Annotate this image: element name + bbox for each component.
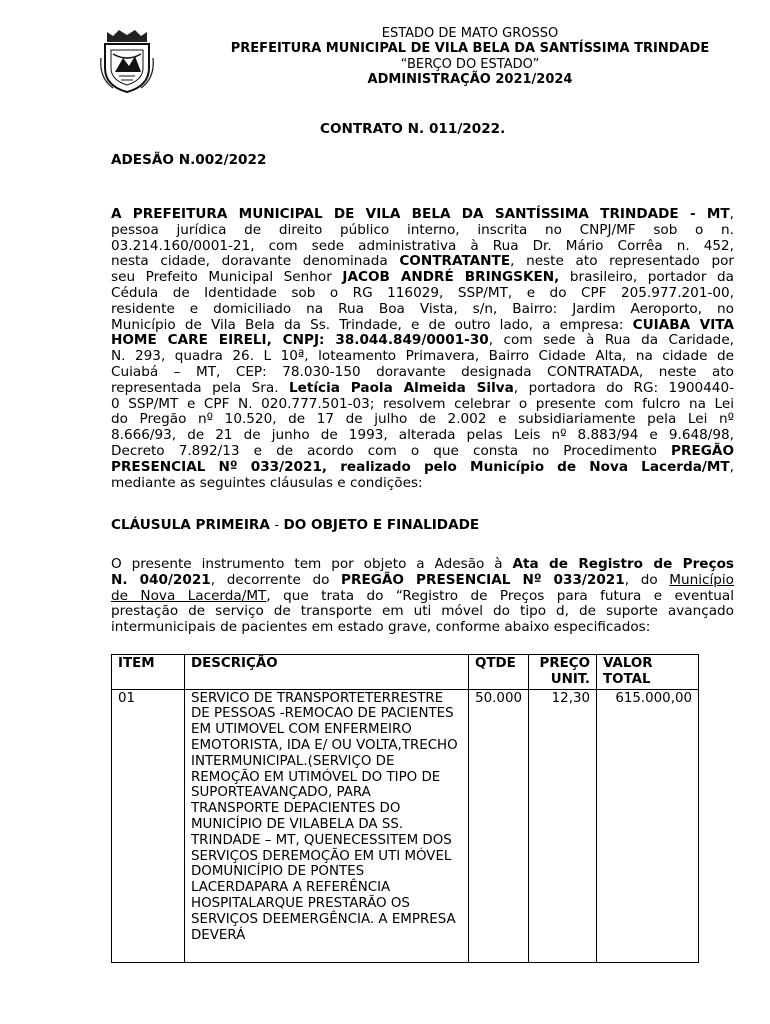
description-line: REMOCAO DE PACIENTES EM UTI: [191, 706, 454, 738]
adhesion-number: ADESÃO N.002/2022: [111, 152, 267, 168]
text-segment: mediante as seguintes cláusulas e condições:: [111, 474, 423, 491]
text-segment: de Nova Lacerda/MT: [111, 587, 267, 604]
col-header-qty: QTDE: [469, 655, 529, 690]
preamble-lines-line: [111, 365, 734, 381]
preamble-lines-line: [111, 302, 734, 318]
text-segment: PREGÃO PRESENCIAL Nº 033/2021: [341, 571, 625, 588]
object-lines-line: [111, 573, 734, 589]
text-segment: Município: [669, 571, 734, 588]
table-header-row: [112, 655, 699, 690]
description-line: SERVICO DE TRANSPORTE: [191, 690, 366, 706]
text-segment: residente e domiciliado na Rua Boa Vista, s/n, Bairro: Jardim Aeroporto, no: [111, 300, 734, 317]
text-segment: JACOB ANDRÉ BRINGSKEN,: [342, 269, 560, 286]
description-line: MOVEL COM ENFERMEIRO E: [191, 722, 412, 753]
text-segment: PREGÃO: [671, 443, 734, 459]
text-segment: , que trata do “Registro de Preços para futura e eventual: [266, 587, 734, 604]
preamble-lines-line: [111, 476, 734, 492]
text-segment: intermunicipais de pacientes em estado grave, conforme abaixo especificados:: [111, 619, 651, 636]
preamble-lines-line: [111, 444, 734, 460]
description-line: (SERVIÇO DE REMOÇÃO EM UTI: [191, 753, 395, 785]
description-line: PARA A REFERÊNCIA HOSPITALAR: [191, 880, 391, 911]
object-lines-line: [111, 557, 734, 573]
description-line: TERRESTRE DE PESSOAS -: [191, 690, 444, 722]
text-segment: Cédula de Identidade sob o RG 116029, SSP/MT, e do CPF 205.977.201-00,: [111, 285, 734, 301]
header-administration: ADMINISTRAÇÃO 2021/2024: [367, 72, 573, 87]
preamble-lines-line: [111, 223, 734, 239]
text-segment: N. 040/2021: [111, 571, 211, 588]
description-line: TRECHO INTERMUNICIPAL.: [191, 737, 458, 769]
object-lines-line: [111, 620, 734, 636]
preamble-lines-line: [111, 286, 734, 302]
preamble-lines-line: [111, 381, 734, 397]
text-segment: brasileiro, portador da: [559, 269, 734, 286]
text-segment: seu Prefeito Municipal Senhor: [111, 269, 343, 286]
cell-total: 615.000,00: [597, 689, 699, 962]
cell-description: [185, 689, 469, 962]
preamble-lines-line: [111, 207, 734, 223]
description-line: MUNICÍPIO DE PONTES LACERDA: [191, 864, 365, 896]
description-line: PACIENTES DO MUNICÍPIO DE VILA: [191, 801, 401, 832]
clause-title: CLÁUSULA PRIMEIRA: [111, 517, 270, 533]
text-segment: 0 SSP/MT e CPF N. 020.777.501-03; resolvem celebrar o presente com fulcro na Lei: [111, 395, 734, 412]
text-segment: , com sede à Rua da Caridade,: [488, 332, 735, 349]
text-segment: Ata de Registro de Preços: [512, 556, 735, 572]
text-segment: Cuiabá – MT, CEP: 78.030-150 doravante designada CONTRATADA, neste ato: [111, 364, 734, 380]
description-line: MÓVEL DO TIPO DE SUPORTE: [191, 769, 441, 801]
text-segment: 8.666/93, de 21 de junho de 1993, alterada pelas Leis nº 8.883/94 e 9.648/98,: [111, 427, 734, 444]
text-segment: Município de Vila Bela da Ss. Trindade, e de outro lado, a empresa:: [111, 316, 633, 333]
cell-qty: 50.000: [469, 689, 529, 962]
col-header-unit-price: PREÇO UNIT.: [529, 655, 597, 690]
description-line: AVANÇADO, PARA TRANSPORTE DE: [191, 785, 371, 817]
municipal-coat-of-arms-icon: [99, 28, 155, 94]
preamble-lines-line: [111, 270, 734, 286]
text-segment: CONTRATANTE: [399, 253, 511, 270]
preamble-lines-line: [111, 318, 734, 334]
clause-heading: [111, 517, 479, 533]
cell-item: 01: [112, 689, 185, 962]
preamble-lines-line: [111, 460, 734, 476]
text-segment: , do: [624, 571, 670, 588]
text-segment: , decorrente do: [210, 571, 342, 588]
description-line: REMOÇÃO EM UTI MÓVEL DO: [191, 848, 452, 880]
text-segment: , neste ato representado por: [510, 253, 734, 270]
header-state: ESTADO DE MATO GROSSO: [381, 26, 559, 41]
preamble-lines-line: [111, 428, 734, 444]
preamble-lines-line: [111, 349, 734, 365]
header-motto: “BERÇO DO ESTADO”: [400, 57, 540, 72]
object-lines-line: [111, 604, 734, 620]
text-segment: do Pregão nº 10.520, de 17 de julho de 2.002 e subsidiariamente pela Lei nº: [111, 411, 734, 428]
col-header-description: DESCRIÇÃO: [185, 655, 469, 690]
text-segment: 03.214.160/0001-21, com sede administrativa à Rua Dr. Mário Corrêa n. 452,: [111, 237, 734, 254]
cell-unit-price: 12,30: [529, 689, 597, 962]
text-segment: representada pela Sra.: [111, 379, 289, 396]
object-lines-line: [111, 589, 734, 605]
text-segment: Decreto 7.892/13 e de acordo com o que consta no Procedimento: [111, 443, 672, 459]
preamble-lines-line: [111, 239, 734, 255]
text-segment: CUIABA VITA: [632, 316, 734, 333]
contract-title: CONTRATO N. 011/2022.: [320, 121, 506, 137]
description-line: NECESSITEM DOS SERVIÇOS DE: [191, 832, 452, 864]
text-segment: prestação de serviço de transporte em uti móvel do tipo d, de suporte avançado: [111, 603, 734, 620]
items-table: [111, 654, 699, 963]
table-row: [112, 689, 699, 962]
text-segment: nesta cidade, doravante denominada: [111, 253, 400, 270]
preamble-lines-line: [111, 333, 734, 349]
text-segment: pessoa jurídica de direito público interno, inscrita no CNPJ/MF sob o n.: [111, 221, 734, 238]
text-segment: Letícia Paola Almeida Silva: [289, 379, 514, 396]
description-line: BELA DA SS. TRINDADE – MT, QUE: [191, 816, 404, 848]
text-segment: ,: [729, 458, 734, 475]
text-segment: ,: [729, 206, 734, 222]
text-segment: A PREFEITURA MUNICIPAL DE VILA BELA DA SANTÍSSIMA TRINDADE - MT: [111, 206, 730, 222]
preamble-lines-line: [111, 397, 734, 413]
text-segment: N. 293, quadra 26. L 10ª, loteamento Primavera, Bairro Cidade Alta, na cidade de: [111, 348, 734, 365]
text-segment: PRESENCIAL Nº 033/2021, realizado pelo Município de Nova Lacerda/MT: [111, 458, 730, 475]
preamble-lines-line: [111, 412, 734, 428]
clause-separator: -: [269, 517, 284, 533]
preamble-lines-line: [111, 254, 734, 270]
header-prefecture: PREFEITURA MUNICIPAL DE VILA BELA DA SANTÍSSIMA TRINDADE: [230, 41, 710, 56]
text-segment: HOME CARE EIRELI, CNPJ: 38.044.849/0001-30: [111, 332, 489, 349]
description-line: EMERGÊNCIA. A EMPRESA DEVERÁ: [191, 911, 456, 943]
col-header-total: VALOR TOTAL: [597, 655, 699, 690]
description-line: QUE PRESTARÃO OS SERVIÇOS DE: [191, 895, 410, 927]
description-line: MOTORISTA, IDA E/ OU VOLTA,: [199, 737, 402, 753]
clause-subtitle: DO OBJETO E FINALIDADE: [283, 517, 480, 533]
text-segment: O presente instrumento tem por objeto a Adesão à: [111, 556, 513, 572]
text-segment: , portadora do RG: 1900440-: [513, 379, 735, 396]
col-header-item: ITEM: [112, 655, 185, 690]
